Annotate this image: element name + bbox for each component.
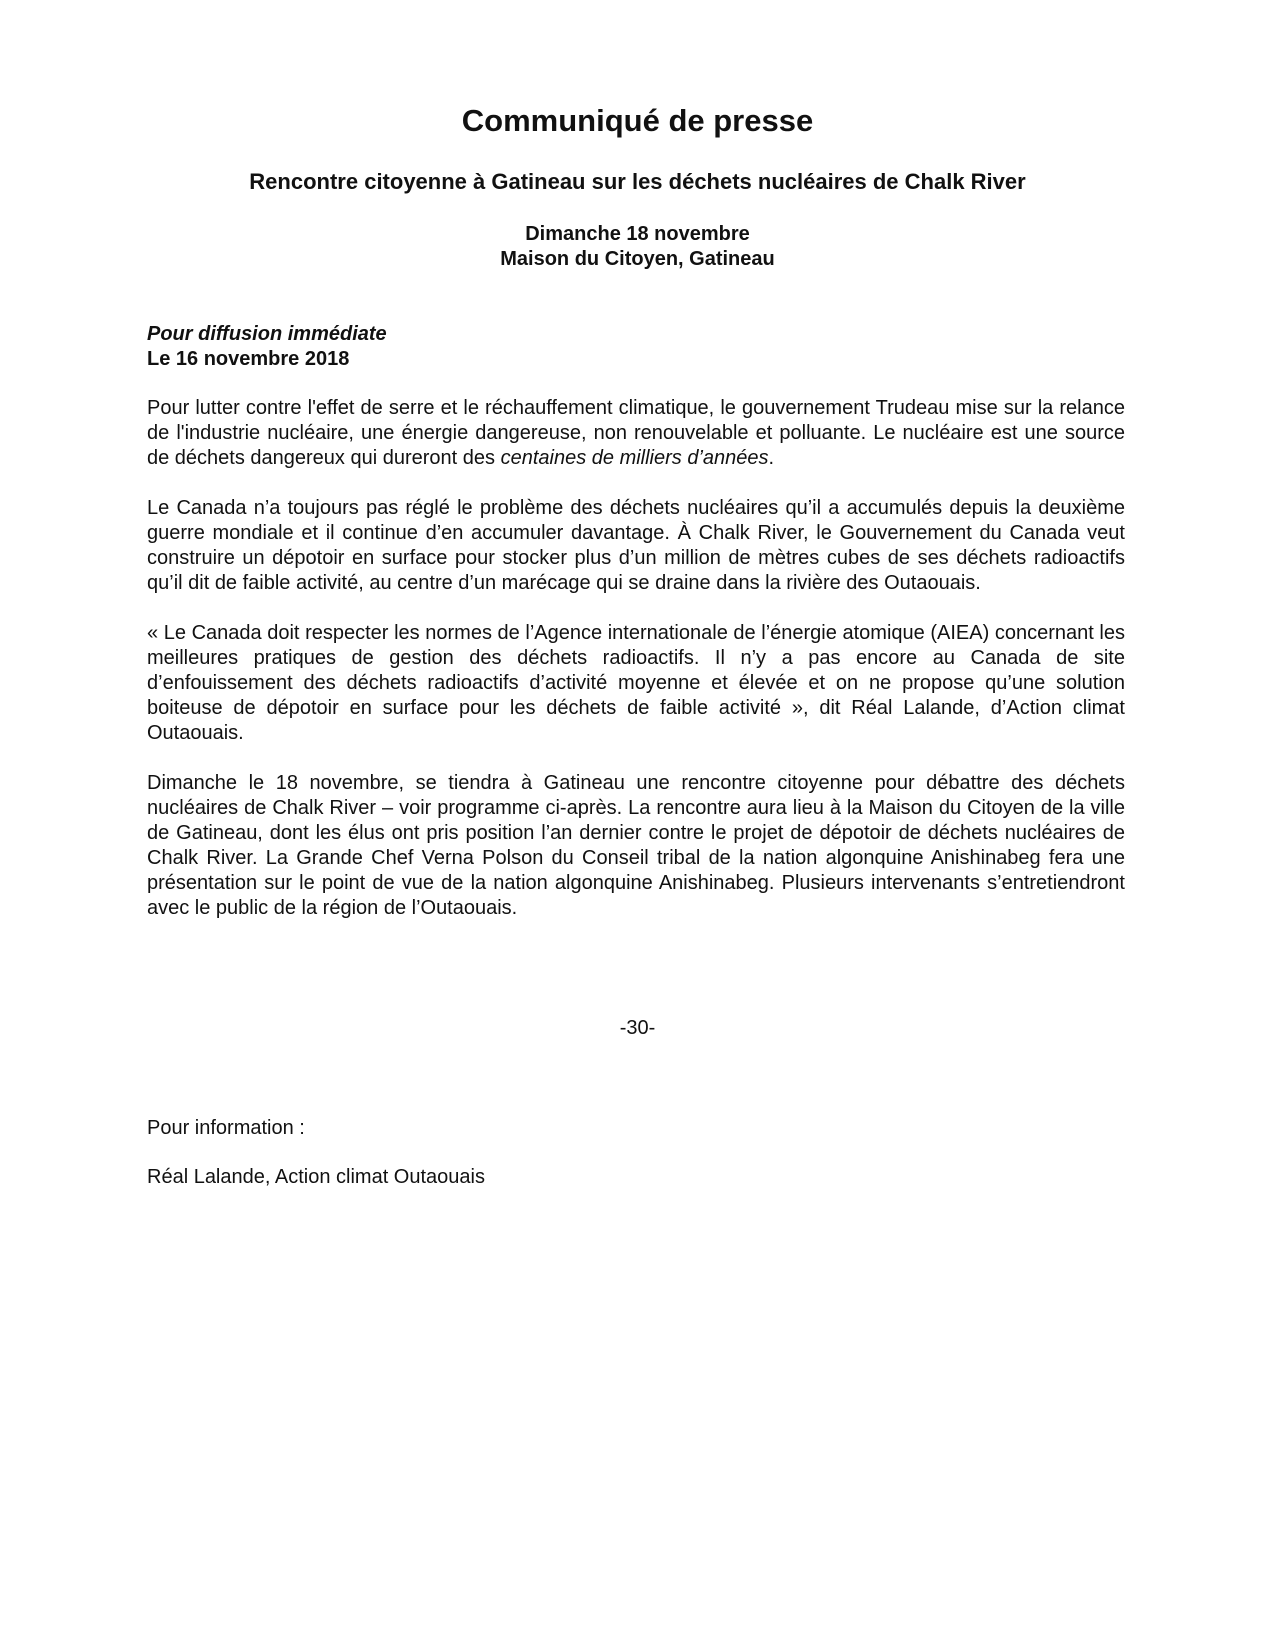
end-mark: -30- — [619, 1017, 656, 1039]
document-subtitle: Rencontre citoyenne à Gatineau sur les déchets nucléaires de Chalk River — [249, 169, 1026, 194]
release-date: Le 16 novembre 2018 — [147, 348, 350, 370]
paragraph-2: Le Canada n’a toujours pas réglé le problème des déchets nucléaires qu’il a accumulés depuis la deuxième guerre mondiale et il continue d’en accumuler davantage. À Chalk River, le Gouvernement du Canada veut construire un dépotoir en surface pour stocker plus d’un million de mètres cubes de ses déchets radioactifs qu’il dit de faible activité, au centre d’un marécage qui se draine dans la rivière des Outaouais. — [147, 497, 1125, 594]
event-date: Dimanche 18 novembre — [525, 223, 750, 245]
event-place: Maison du Citoyen, Gatineau — [500, 248, 775, 270]
paragraph-3: « Le Canada doit respecter les normes de l’Agence internationale de l’énergie atomique (AIEA) concernant les meilleures pratiques de gestion des déchets radioactifs. Il n’y a pas encore au Canada de site d’enfouissement des déchets radioactifs d’activité moyenne et élevée et on ne propose qu’une solution boiteuse de dépotoir en surface pour les déchets de faible activité », dit Réal Lalande, d’Action climat Outaouais. — [147, 622, 1125, 744]
body-text — [147, 396, 1125, 946]
contact-info — [147, 1116, 485, 1190]
paragraph-1 — [147, 396, 1125, 471]
release-info — [147, 322, 387, 372]
paragraph-1-end: . — [768, 447, 775, 469]
release-label: Pour diffusion immédiate — [147, 323, 387, 345]
paragraph-1-text: Pour lutter contre l'effet de serre et le réchauffement climatique, le gouvernement Trudeau mise sur la relance de l'industrie nucléaire, une énergie dangereuse, non renouvelable et polluante. Le nucléaire est une source de déchets dangereux qui dureront des — [147, 397, 1125, 469]
paragraph-1-emphasis: centaines de milliers d’années — [500, 447, 769, 469]
info-contact: Réal Lalande, Action climat Outaouais — [147, 1166, 485, 1188]
info-label: Pour information : — [147, 1117, 305, 1139]
document-title: Communiqué de presse — [461, 103, 814, 138]
event-details — [0, 222, 1275, 272]
paragraph-4: Dimanche le 18 novembre, se tiendra à Gatineau une rencontre citoyenne pour débattre des déchets nucléaires de Chalk River – voir programme ci-après. La rencontre aura lieu à la Maison du Citoyen de la ville de Gatineau, dont les élus ont pris position l’an dernier contre le projet de dépotoir de déchets nucléaires de Chalk River. La Grande Chef Verna Polson du Conseil tribal de la nation algonquine Anishinabeg fera une présentation sur le point de vue de la nation algonquine Anishinabeg. Plusieurs intervenants s’entretiendront avec le public de la région de l’Outaouais. — [147, 772, 1125, 919]
